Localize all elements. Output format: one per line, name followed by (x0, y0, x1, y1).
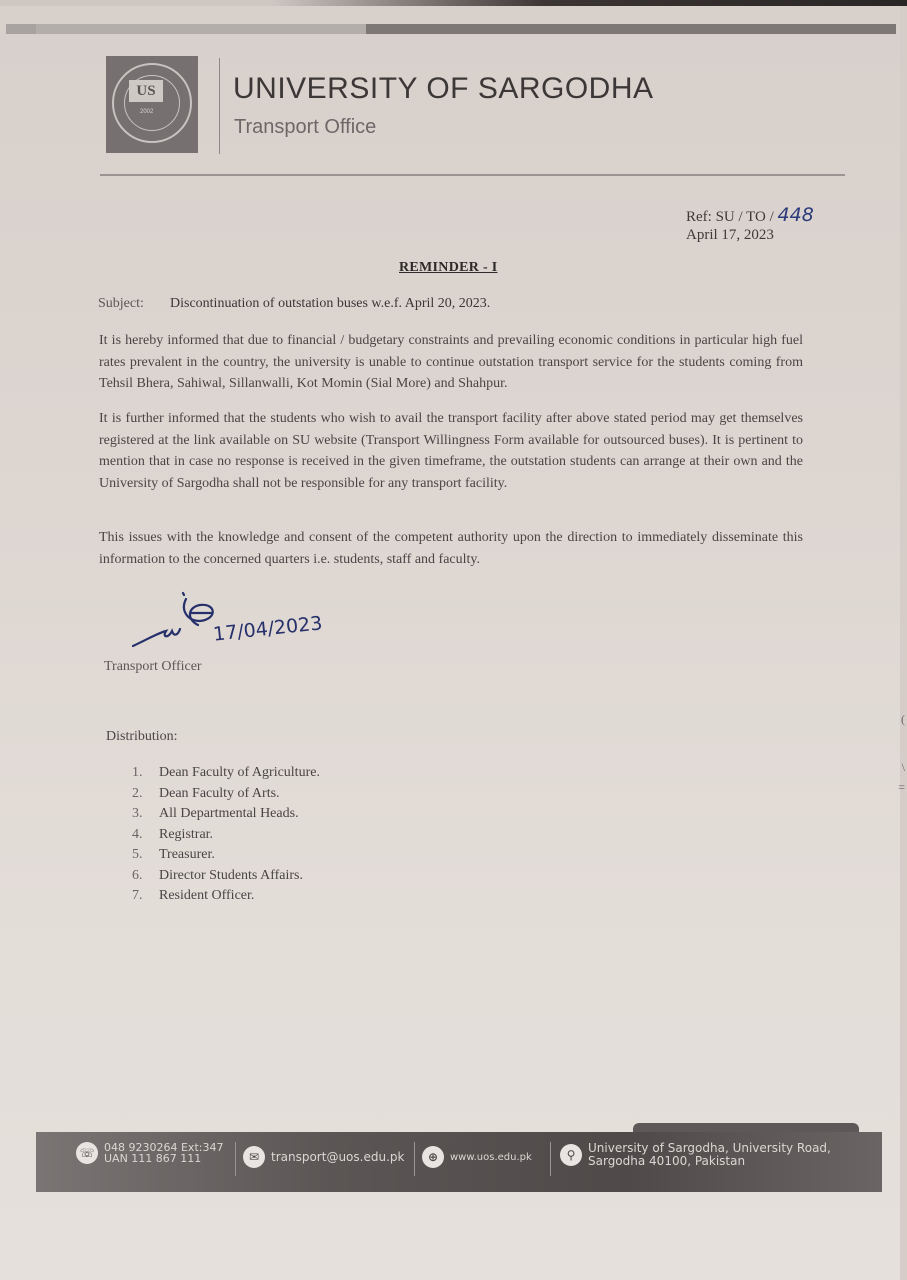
website-link[interactable]: www.uos.edu.pk (450, 1151, 532, 1163)
footer-divider (550, 1142, 551, 1176)
address-line: Sargodha 40100, Pakistan (588, 1154, 746, 1168)
footer-email[interactable] (243, 1146, 404, 1168)
footer-address (560, 1142, 831, 1168)
university-name: UNIVERSITY OF SARGODHA (233, 72, 654, 105)
item-text: Treasurer. (159, 847, 215, 862)
uan-number: UAN 111 867 111 (104, 1152, 202, 1165)
handwritten-ref-number: 448 (777, 204, 814, 226)
subject-text: Discontinuation of outstation buses w.e.f. April 20, 2023. (170, 296, 491, 311)
email-address[interactable]: transport@uos.edu.pk (271, 1149, 405, 1164)
footer-divider (235, 1142, 236, 1176)
edge-bleed-mark: \ (901, 760, 905, 774)
distribution-label: Distribution: (106, 729, 178, 744)
edge-bleed-mark: ( (901, 712, 905, 726)
item-number: 1. (132, 765, 143, 780)
address-line: University of Sargodha, University Road, (588, 1141, 831, 1155)
phone-number: 048 9230264 Ext:347 (104, 1141, 224, 1154)
reference-number (686, 206, 814, 226)
item-text: Dean Faculty of Agriculture. (159, 765, 320, 780)
logo-monogram: US (129, 80, 163, 102)
body-paragraph: This issues with the knowledge and consent of the competent authority upon the direction to immediately disseminate this information to the concerned quarters i.e. students, staff and faculty. (99, 530, 803, 567)
phone-icon: ☏ (76, 1142, 98, 1164)
item-number: 7. (132, 888, 143, 903)
globe-icon: ⊕ (422, 1146, 444, 1168)
office-name: Transport Office (234, 116, 377, 138)
item-text: Resident Officer. (159, 888, 255, 903)
footer-website[interactable] (422, 1146, 532, 1168)
logo-year: 2002 (140, 109, 154, 115)
top-decorative-bar (36, 24, 366, 34)
top-decorative-bar (366, 24, 896, 34)
list-item (132, 763, 320, 784)
body-paragraph: It is further informed that the students who wish to avail the transport facility after above stated period may get themselves registered at the link available on SU website (Transport Willingness Form available for outsourced buses). It is pertinent to mention that in case no response is received in the given timeframe, the outstation students can arrange at their own and the University of Sargodha shall not be responsible for any transport facility. (99, 411, 803, 491)
list-item (132, 804, 320, 825)
list-item (132, 784, 320, 805)
subject-label: Subject: (98, 296, 144, 311)
footer-divider (414, 1142, 415, 1176)
university-logo (106, 56, 198, 153)
edge-bleed-mark: = (898, 780, 905, 794)
list-item (132, 825, 320, 846)
header-rule (100, 174, 845, 176)
letter-page (0, 6, 900, 1280)
item-number: 6. (132, 867, 143, 883)
subject-line (98, 296, 490, 312)
item-text: All Departmental Heads. (159, 806, 299, 821)
list-item (132, 866, 320, 887)
distribution-list (132, 763, 320, 907)
item-number: 4. (132, 826, 143, 842)
header-divider (219, 58, 220, 154)
item-number: 2. (132, 785, 143, 801)
item-number: 3. (132, 806, 143, 821)
list-item (132, 886, 320, 907)
letter-title: REMINDER - I (399, 260, 498, 275)
ref-prefix: Ref: SU / TO / (686, 209, 778, 225)
list-item (132, 845, 320, 866)
item-text: Dean Faculty of Arts. (159, 785, 280, 801)
location-pin-icon: ⚲ (560, 1144, 582, 1166)
item-text: Registrar. (159, 826, 214, 842)
letter-date: April 17, 2023 (686, 227, 774, 243)
item-text: Director Students Affairs. (159, 867, 303, 883)
email-icon: ✉ (243, 1146, 265, 1168)
reference-block (686, 206, 814, 244)
contact-footer (36, 1132, 882, 1192)
top-decorative-bar (6, 24, 36, 34)
item-number: 5. (132, 847, 143, 862)
signatory-designation: Transport Officer (104, 659, 202, 674)
handwritten-signature-date: 17/04/2023 (212, 612, 324, 646)
footer-phone (76, 1142, 223, 1164)
body-paragraph: It is hereby informed that due to financial / budgetary constraints and prevailing economic conditions in particular high fuel rates prevalent in the country, the university is unable to continue outstation transport service for the students coming from Tehsil Bhera, Sahiwal, Sillanwalli, Kot Momin (Sial More) and Shahpur. (99, 333, 803, 391)
